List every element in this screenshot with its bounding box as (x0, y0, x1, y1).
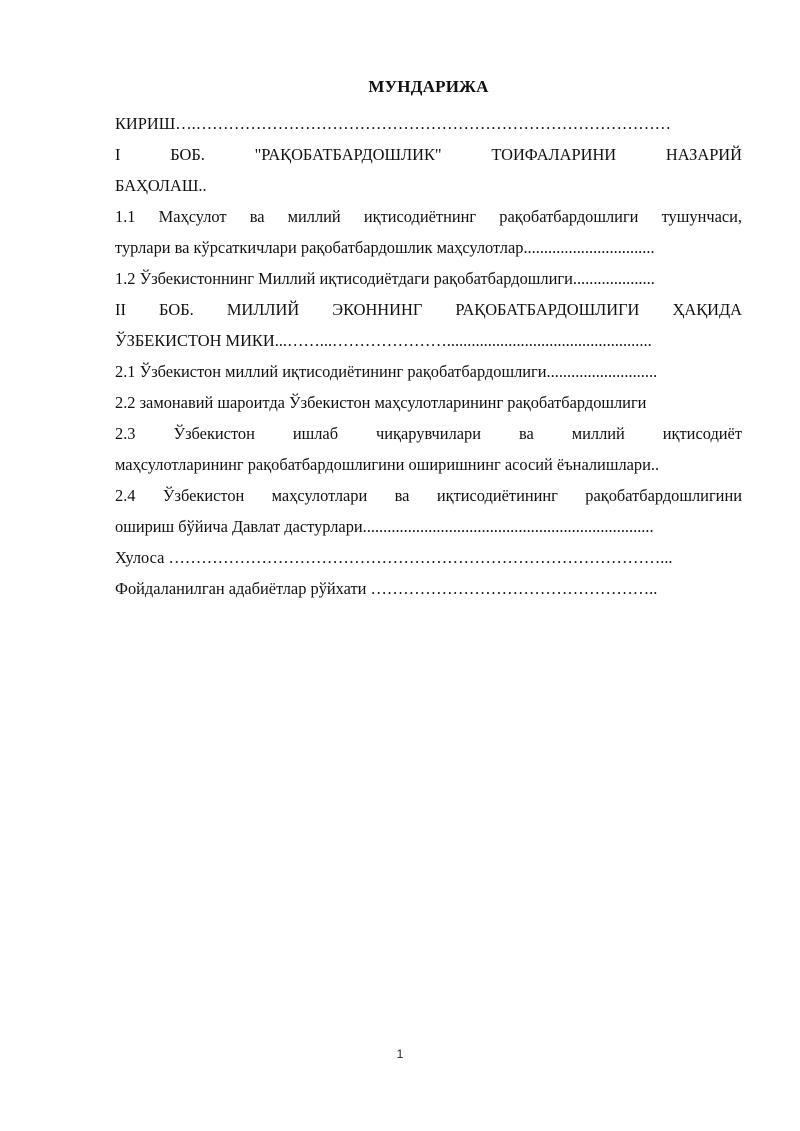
toc-item-section-1-2[interactable] (115, 263, 742, 294)
toc-chapter-1-line-1: I БОБ. "РАҚОБАТБАРДОШЛИК" ТОИФАЛАРИНИ НАЗАРИЙ (115, 145, 742, 164)
toc-section-2-1-text: 2.1 Ўзбекистон миллий иқтисодиётининг рақобатбардошлиги........................... (115, 362, 658, 381)
toc-section-1-2-text: 1.2 Ўзбекистоннинг Миллий иқтисодиётдаги рақобатбардошлиги.................... (115, 269, 655, 288)
toc-section-2-3-line-1: 2.3 Ўзбекистон ишлаб чиқарувчилари ва миллий иқтисодиёт (115, 424, 742, 443)
toc-intro-text: КИРИШ….…………………………………………………………………………… (115, 114, 672, 133)
toc-section-2-4-line-1: 2.4 Ўзбекистон маҳсулотлари ва иқтисодиётининг рақобатбардошлигини (115, 486, 742, 505)
page-title: МУНДАРИЖА (368, 77, 489, 96)
toc-section-2-4-line-2: ошириш бўйича Давлат дастурлари....................................................................... (115, 517, 654, 536)
toc-item-section-2-1[interactable] (115, 356, 742, 387)
toc-item-section-2-3[interactable] (115, 418, 742, 480)
toc-item-chapter-2[interactable] (115, 294, 742, 356)
toc-section-2-2-text: 2.2 замонавий шароитда Ўзбекистон маҳсулотларининг рақобатбардошлиги (115, 393, 647, 412)
toc-conclusion-text: Хулоса ………………………………………………………………………………... (115, 548, 673, 567)
toc-chapter-1-line-2: БАҲОЛАШ.. (115, 176, 207, 195)
toc-item-section-2-4[interactable] (115, 480, 742, 542)
page-number: 1 (396, 1047, 404, 1061)
toc-references-text: Фойдаланилган адабиётлар рўйхати …………………………………………….. (115, 579, 658, 598)
toc-item-chapter-1[interactable] (115, 139, 742, 201)
toc-item-section-2-2[interactable] (115, 387, 742, 418)
toc-section-1-1-line-1: 1.1 Маҳсулот ва миллий иқтисодиётнинг рақобатбардошлиги тушунчаси, (115, 207, 742, 226)
toc-section-2-3-line-2: маҳсулотларининг рақобатбардошлигини оширишнинг асосий ёъналишлари.. (115, 455, 660, 474)
toc-section-1-1-line-2: турлари ва кўрсаткичлари рақобатбардошлик маҳсулотлар................................ (115, 238, 655, 257)
table-of-contents (115, 108, 742, 604)
toc-item-conclusion[interactable] (115, 542, 742, 573)
toc-item-references[interactable] (115, 573, 742, 604)
toc-item-section-1-1[interactable] (115, 201, 742, 263)
toc-chapter-2-line-1: II БОБ. МИЛЛИЙ ЭКОННИНГ РАҚОБАТБАРДОШЛИГИ ҲАҚИДА (115, 300, 742, 319)
toc-chapter-2-line-2: ЎЗБЕКИСТОН МИКИ...……...………………….................................................. (115, 331, 652, 350)
toc-item-intro[interactable] (115, 108, 742, 139)
